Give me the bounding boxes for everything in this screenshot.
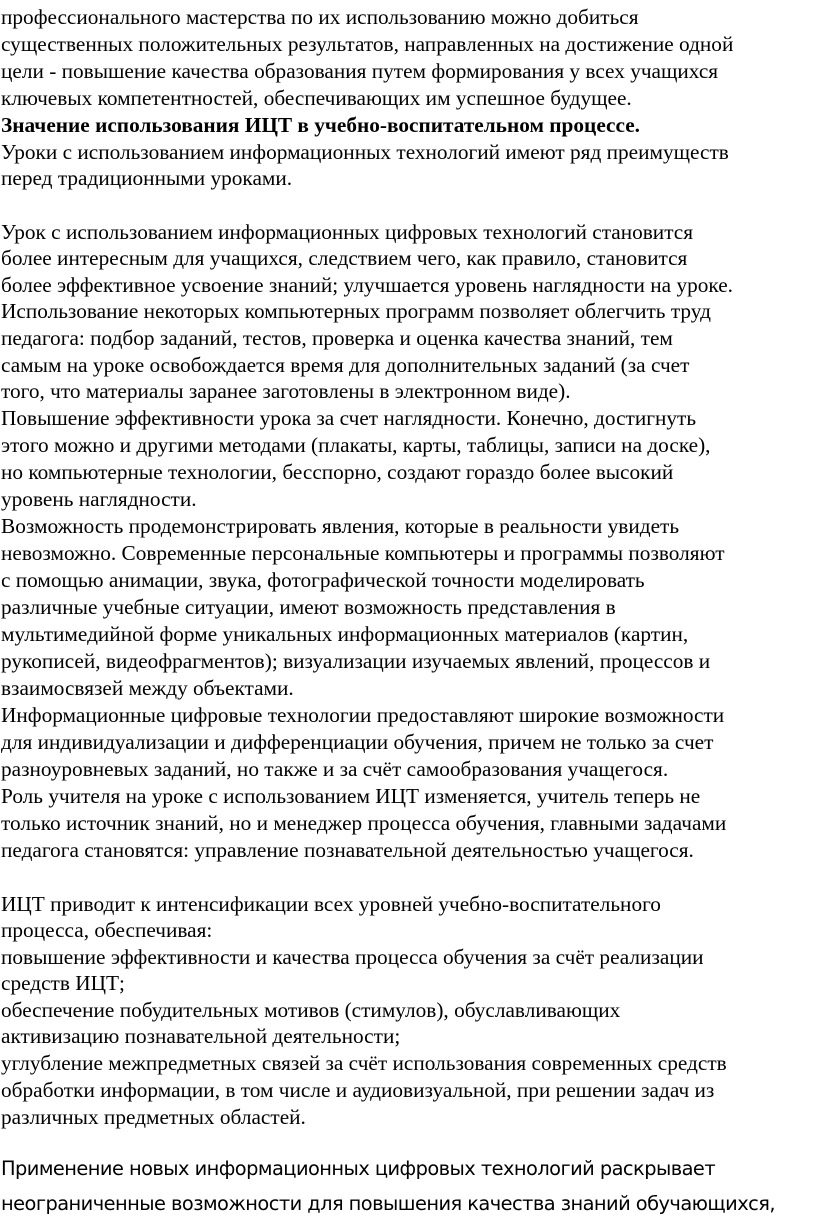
- section-heading: Значение использования ИЦТ в учебно-воспитательном процессе.: [1, 113, 640, 137]
- text-line: Урок с использованием информационных цифровых технологий становится: [1, 220, 694, 244]
- text-line: Информационные цифровые технологии предоставляют широкие возможности: [1, 703, 725, 727]
- text-line: ключевых компетентностей, обеспечивающих им успешное будущее.: [1, 86, 632, 110]
- text-line: активизацию познавательной деятельности;: [1, 1024, 401, 1048]
- text-line: ИЦТ приводит к интенсификации всех уровней учебно-воспитательного: [1, 892, 661, 916]
- text-line: средств ИЦТ;: [1, 971, 125, 995]
- text-line: этого можно и другими методами (плакаты, карты, таблицы, записи на доске),: [1, 433, 711, 457]
- text-line: процесса, обеспечивая:: [1, 918, 213, 942]
- text-line: обработки информации, в том числе и аудиовизуальной, при решении задач из: [1, 1078, 715, 1102]
- text-line: уровень наглядности.: [1, 487, 197, 511]
- text-line: рукописей, видеофрагментов); визуализации изучаемых явлений, процессов и: [1, 649, 711, 673]
- text-line: более эффективное усвоение знаний; улучшается уровень наглядности на уроке.: [1, 273, 733, 297]
- text-line: различных предметных областей.: [1, 1105, 306, 1129]
- text-line: только источник знаний, но и менеджер процесса обучения, главными задачами: [1, 811, 727, 835]
- text-line: педагога становятся: управление познавательной деятельностью учащегося.: [1, 838, 694, 862]
- text-line: перед традиционными уроками.: [1, 166, 293, 190]
- text-line: различные учебные ситуации, имеют возможность представления в: [1, 595, 616, 619]
- text-line: неограниченные возможности для повышения качества знаний обучающихся,: [1, 1192, 775, 1215]
- text-line: Роль учителя на уроке с использованием ИЦТ изменяется, учитель теперь не: [1, 784, 701, 808]
- text-line: существенных положительных результатов, направленных на достижение одной: [1, 32, 734, 56]
- text-line: мультимедийной форме уникальных информационных материалов (картин,: [1, 622, 689, 646]
- text-line: профессионального мастерства по их использованию можно добиться: [1, 5, 639, 29]
- text-line: для индивидуализации и дифференциации обучения, причем не только за счет: [1, 730, 714, 754]
- text-line: взаимосвязей между объектами.: [1, 676, 294, 700]
- text-line: педагога: подбор заданий, тестов, проверка и оценка качества знаний, тем: [1, 326, 673, 350]
- text-line: Использование некоторых компьютерных программ позволяет облегчить труд: [1, 299, 711, 323]
- text-line: разноуровневых заданий, но также и за счёт самообразования учащегося.: [1, 757, 669, 781]
- text-line: Уроки с использованием информационных технологий имеют ряд преимуществ: [1, 140, 729, 164]
- text-line: цели - повышение качества образования путем формирования у всех учащихся: [1, 59, 719, 83]
- text-line: с помощью анимации, звука, фотографической точности моделировать: [1, 568, 645, 592]
- text-line: Повышение эффективности урока за счет наглядности. Конечно, достигнуть: [1, 406, 697, 430]
- text-line: повышение эффективности и качества процесса обучения за счёт реализации: [1, 945, 704, 969]
- text-line: Применение новых информационных цифровых технологий раскрывает: [1, 1157, 716, 1180]
- text-line: но компьютерные технологии, бесспорно, создают гораздо более высокий: [1, 460, 674, 484]
- text-line: невозможно. Современные персональные компьютеры и программы позволяют: [1, 541, 725, 565]
- text-line: обеспечение побудительных мотивов (стимулов), обуславливающих: [1, 998, 621, 1022]
- text-line: Возможность продемонстрировать явления, которые в реальности увидеть: [1, 514, 680, 538]
- text-line: самым на уроке освобождается время для дополнительных заданий (за счет: [1, 353, 690, 377]
- text-line: более интересным для учащихся, следствием чего, как правило, становится: [1, 246, 688, 270]
- text-line: углубление межпредметных связей за счёт использования современных средств: [1, 1051, 727, 1075]
- text-line: того, что материалы заранее заготовлены в электронном виде).: [1, 379, 571, 403]
